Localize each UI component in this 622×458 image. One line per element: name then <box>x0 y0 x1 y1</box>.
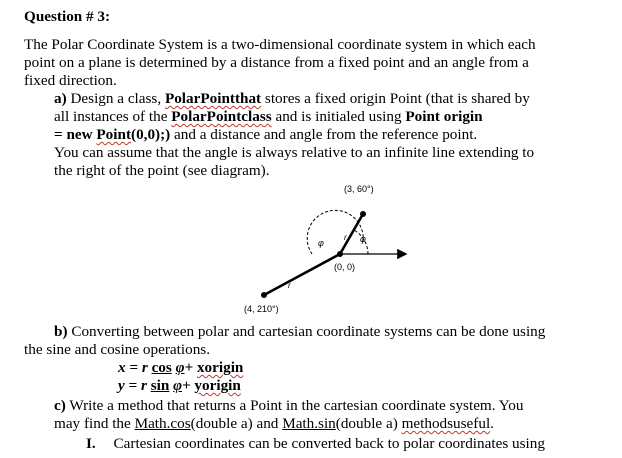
part-c-line-1 <box>54 397 523 415</box>
label-phi-right: φ <box>360 234 366 244</box>
part-c-text-2d: . <box>490 415 494 432</box>
label-phi-left: φ <box>318 238 324 248</box>
part-i-marker: I. <box>86 435 96 452</box>
part-a-line-2 <box>54 108 483 126</box>
part-b-marker: b) <box>54 323 68 340</box>
point-args: (0,0);) <box>131 126 171 143</box>
ray-210-degrees <box>264 254 340 295</box>
part-a-text-2b: and is initialed using <box>271 108 406 125</box>
part-a-text-2a: all instances of the <box>54 108 172 125</box>
eq-y-sin: sin <box>150 377 170 394</box>
part-b-text-1: Converting between polar and cartesian coordinate systems can be done using <box>71 323 546 340</box>
angle-arc-210 <box>307 210 363 254</box>
part-a-line-5: the right of the point (see diagram). <box>54 162 270 179</box>
part-a-line-1 <box>54 90 530 108</box>
part-c-text-2c: (double a) <box>335 415 402 432</box>
origin-point <box>337 251 343 257</box>
part-i-line-1 <box>86 435 545 453</box>
polarpoint-class-name-2: PolarPointclass <box>171 108 272 125</box>
part-a-marker: a) <box>54 90 67 107</box>
part-i-text-1: Cartesian coordinates can be converted back to polar coordinates using <box>113 435 545 452</box>
part-b-line-1 <box>54 323 545 341</box>
part-c-text-2b: (double a) and <box>190 415 283 432</box>
label-r-upper: r <box>344 233 347 242</box>
eq-y-plus: + <box>181 377 195 394</box>
intro-line-1: The Polar Coordinate System is a two-dimensional coordinate system in which each <box>24 36 536 53</box>
eq-x-phi: φ <box>175 359 185 376</box>
part-a-text-1: Design a class, <box>70 90 165 107</box>
label-point-3-60: (3, 60°) <box>344 184 374 194</box>
polar-diagram <box>232 180 422 316</box>
part-c-text-2a: may find the <box>54 415 135 432</box>
intro-line-2: point on a plane is determined by a distance from a fixed point and an angle from a <box>24 54 529 71</box>
eq-x-lhs: x = r <box>118 359 152 376</box>
eq-y-lhs: y = r <box>118 377 151 394</box>
label-r-lower: r <box>288 281 291 290</box>
part-b-line-2: the sine and cosine operations. <box>24 341 210 358</box>
part-a-line-4: You can assume that the angle is always relative to an infinite line extending to <box>54 144 535 161</box>
eq-x-plus: + <box>184 359 197 376</box>
eq-y-phi: φ <box>173 377 182 394</box>
part-a-text-1b: stores a fixed origin Point (that is shared by <box>261 90 530 107</box>
eq-x-cos: cos <box>151 359 172 376</box>
eq-x-origin: xorigin <box>196 359 244 376</box>
part-a-line-3 <box>54 126 477 144</box>
point-constructor: Point <box>96 126 132 143</box>
equation-y <box>118 377 241 395</box>
part-c-line-2 <box>54 415 494 433</box>
polarpoint-class-name: PolarPointthat <box>164 90 262 107</box>
math-cos-ref: Math.cos <box>134 415 191 432</box>
math-sin-ref: Math.sin <box>282 415 336 432</box>
label-point-4-210: (4, 210°) <box>244 304 279 314</box>
point-3-60 <box>360 211 366 217</box>
new-keyword: = new <box>54 126 97 143</box>
part-a-text-3: and a distance and angle from the reference point. <box>170 126 478 143</box>
question-title-text: Question # 3: <box>24 8 111 25</box>
part-c-text-1: Write a method that returns a Point in the cartesian coordinate system. You <box>69 397 524 414</box>
methods-useful: methodsuseful <box>401 415 491 432</box>
point-origin-bold: Point origin <box>405 108 483 125</box>
label-origin: (0, 0) <box>334 262 356 272</box>
question-title <box>24 8 110 26</box>
eq-y-origin: yorigin <box>194 377 241 394</box>
point-4-210 <box>261 292 267 298</box>
equation-x <box>118 359 243 377</box>
intro-line-3: fixed direction. <box>24 72 117 89</box>
part-c-marker: c) <box>54 397 66 414</box>
